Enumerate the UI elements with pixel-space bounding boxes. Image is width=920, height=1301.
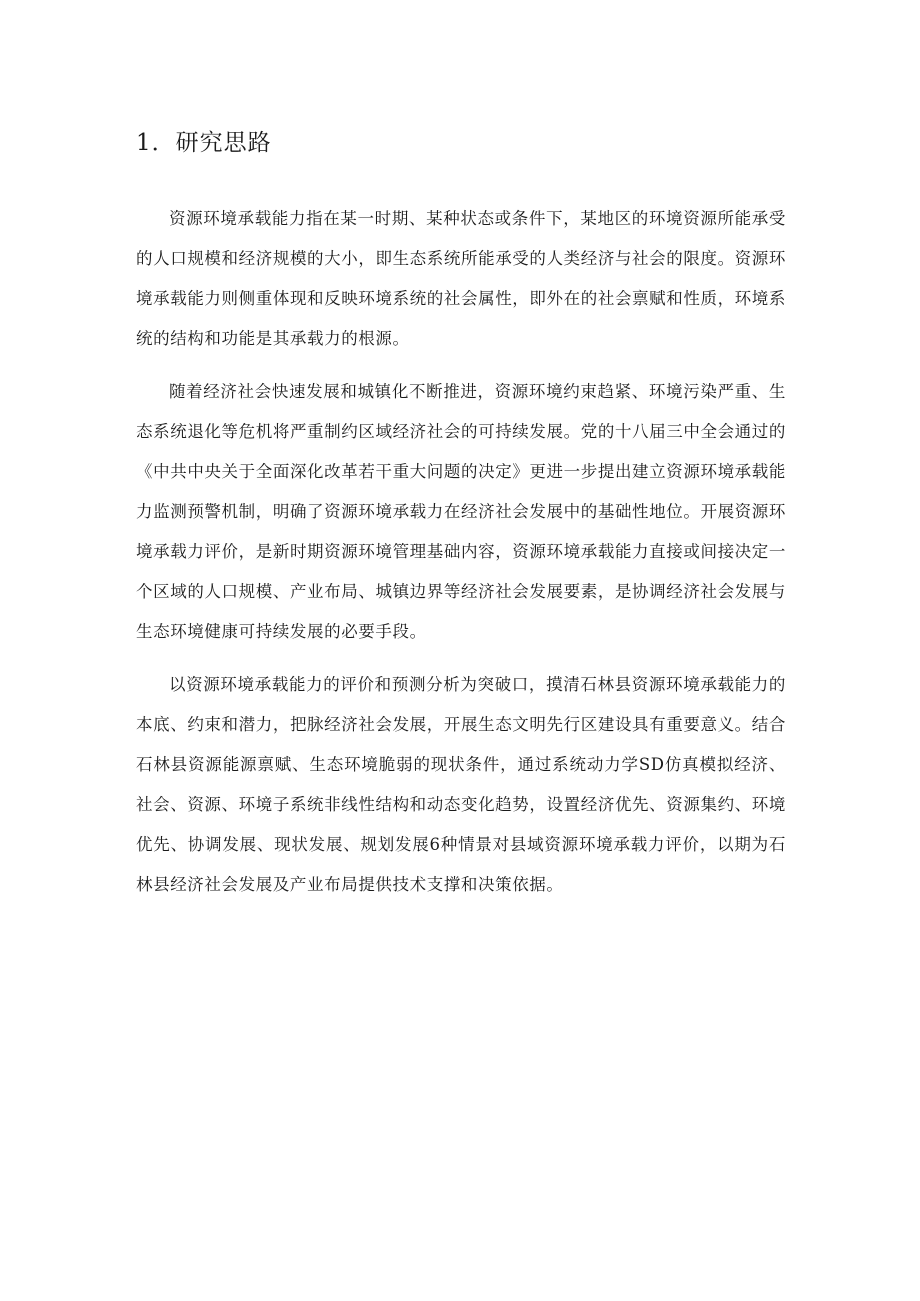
paragraph-3: 以资源环境承载能力的评价和预测分析为突破口，摸清石林县资源环境承载能力的本底、约束和潜力，把脉经济社会发展，开展生态文明先行区建设具有重要意义。结合石林县资源能源禀赋、生态环境脆弱的现状条件，通过系统动力学SD仿真模拟经济、社会、资源、环境子系统非线性结构和动态变化趋势，设置经济优先、资源集约、环境优先、协调发展、现状发展、规划发展6种情景对县域资源环境承载力评价，以期为石林县经济社会发展及产业布局提供技术支撑和决策依据。 [136,675,786,894]
section-heading: 1．研究思路 [136,130,272,156]
paragraph-1: 资源环境承载能力指在某一时期、某种状态或条件下，某地区的环境资源所能承受的人口规模和经济规模的大小，即生态系统所能承受的人类经济与社会的限度。资源环境承载能力则侧重体现和反映环境系统的社会属性，即外在的社会禀赋和性质，环境系统的结构和功能是其承载力的根源。 [136,209,786,348]
body-text [136,199,786,918]
paragraph-2: 随着经济社会快速发展和城镇化不断推进，资源环境约束趋紧、环境污染严重、生态系统退化等危机将严重制约区域经济社会的可持续发展。党的十八届三中全会通过的《中共中央关于全面深化改革若干重大问题的决定》更进一步提出建立资源环境承载能力监测预警机制，明确了资源环境承载力在经济社会发展中的基础性地位。开展资源环境承载力评价，是新时期资源环境管理基础内容，资源环境承载能力直接或间接决定一个区域的人口规模、产业布局、城镇边界等经济社会发展要素，是协调经济社会发展与生态环境健康可持续发展的必要手段。 [136,382,786,641]
